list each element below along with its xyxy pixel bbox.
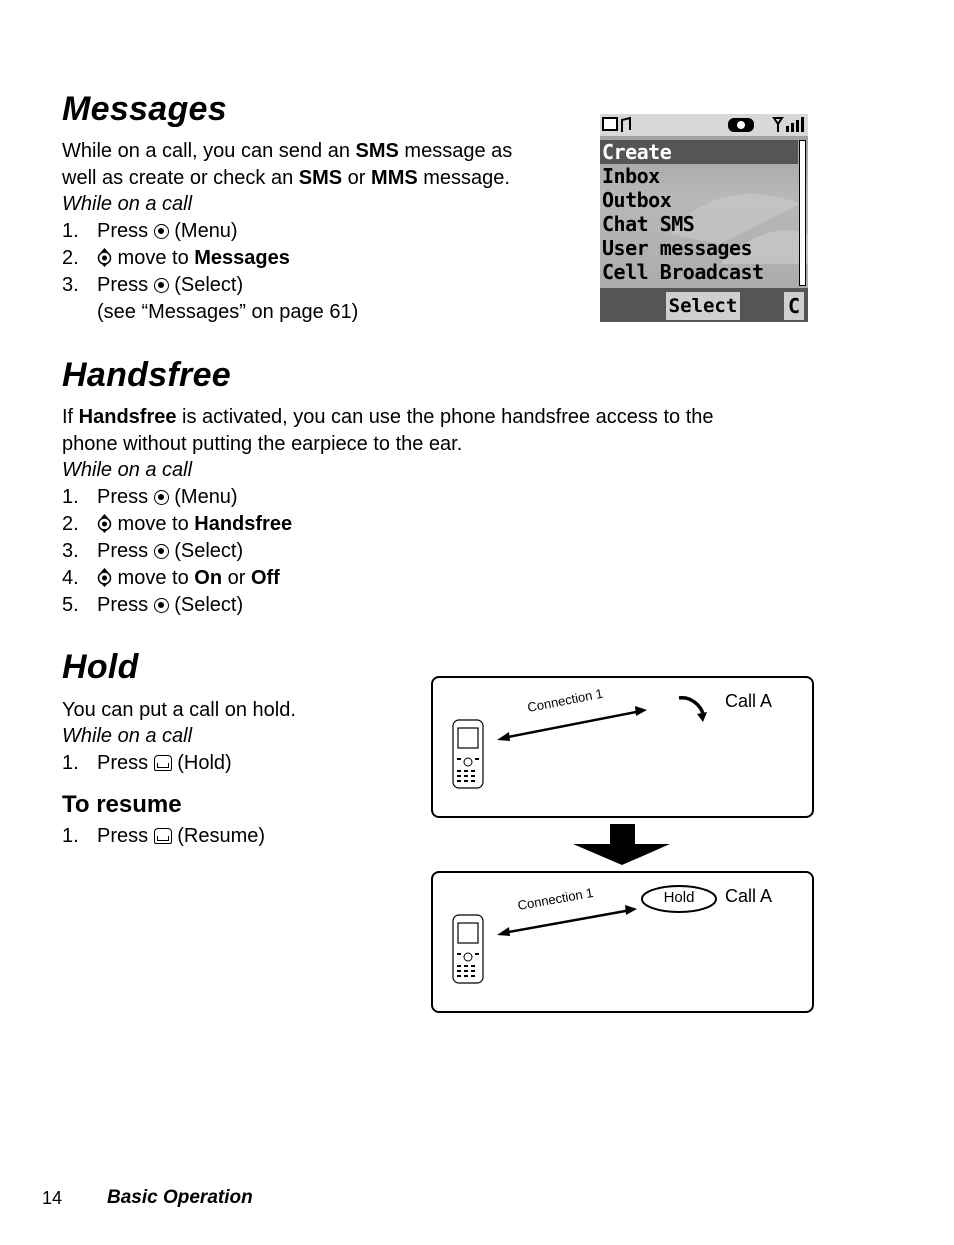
menu-item-user-messages[interactable]: User messages (602, 236, 753, 260)
messages-context: While on a call (62, 193, 193, 215)
handsfree-step-5: 5. Press (Select) (62, 594, 244, 616)
messages-page-reference: (see “Messages” on page 61) (97, 301, 359, 323)
hold-badge: Hold (663, 889, 695, 906)
menu-item-outbox[interactable]: Outbox (602, 188, 672, 212)
down-arrow-icon (573, 824, 671, 866)
resume-subheading: To resume (62, 791, 182, 818)
handsfree-step-3: 3. Press (Select) (62, 540, 244, 562)
status-bar (600, 114, 808, 136)
select-key-icon (154, 490, 169, 505)
handsfree-heading: Handsfree (62, 356, 231, 394)
soft-key-icon (154, 828, 172, 844)
handsfree-step-1: 1. Press (Menu) (62, 486, 238, 508)
messages-step-3: 3. Press (Select) (62, 274, 244, 296)
call-diagram-active (431, 676, 814, 818)
handset-icon (453, 915, 483, 983)
messages-step-1: 1. Press (Menu) (62, 220, 238, 242)
messages-menu-screenshot (600, 114, 808, 322)
scrollbar[interactable] (799, 140, 806, 286)
hold-intro: You can put a call on hold. (62, 699, 296, 721)
navigation-key-icon (97, 514, 112, 533)
hold-context: While on a call (62, 725, 193, 747)
select-key-icon (154, 224, 169, 239)
menu-item-chat-sms[interactable]: Chat SMS (602, 212, 695, 236)
select-key-icon (154, 598, 169, 613)
handsfree-intro-line-1: If Handsfree is activated, you can use the phone handsfree access to the (62, 406, 714, 428)
select-softkey[interactable]: Select (666, 292, 740, 320)
menu-item-inbox[interactable]: Inbox (602, 164, 660, 188)
clear-softkey[interactable]: C (784, 292, 804, 320)
call-a-label-top: Call A (725, 691, 773, 711)
call-a-label-bottom: Call A (725, 886, 773, 906)
select-key-icon (154, 278, 169, 293)
menu-item-create[interactable]: Create (600, 140, 798, 164)
footer-section-title: Basic Operation (107, 1187, 253, 1208)
call-diagram-hold (431, 871, 814, 1013)
connection-label-top: Connection 1 (526, 685, 605, 715)
navigation-key-icon (97, 568, 112, 587)
messages-intro-line-2: well as create or check an SMS or MMS message. (62, 167, 510, 189)
handsfree-intro-line-2: phone without putting the earpiece to the ear. (62, 433, 463, 455)
page-number: 14 (42, 1188, 63, 1208)
messages-heading: Messages (62, 90, 227, 128)
status-icons (600, 114, 808, 136)
hold-heading: Hold (62, 648, 139, 686)
handsfree-context: While on a call (62, 459, 193, 481)
resume-step-1: 1. Press (Resume) (62, 825, 266, 847)
menu-item-cell-broadcast[interactable]: Cell Broadcast (602, 260, 764, 284)
handsfree-step-4: 4. move to On or Off (62, 567, 280, 589)
handsfree-step-2: 2. move to Handsfree (62, 513, 293, 535)
messages-step-2: 2. move to Messages (62, 247, 290, 269)
handset-icon (453, 720, 483, 788)
hold-step-1: 1. Press (Hold) (62, 752, 232, 774)
select-key-icon (154, 544, 169, 559)
messages-intro-line-1: While on a call, you can send an SMS message as (62, 140, 513, 162)
soft-key-icon (154, 755, 172, 771)
connection-label-bottom: Connection 1 (516, 884, 595, 913)
navigation-key-icon (97, 248, 112, 267)
